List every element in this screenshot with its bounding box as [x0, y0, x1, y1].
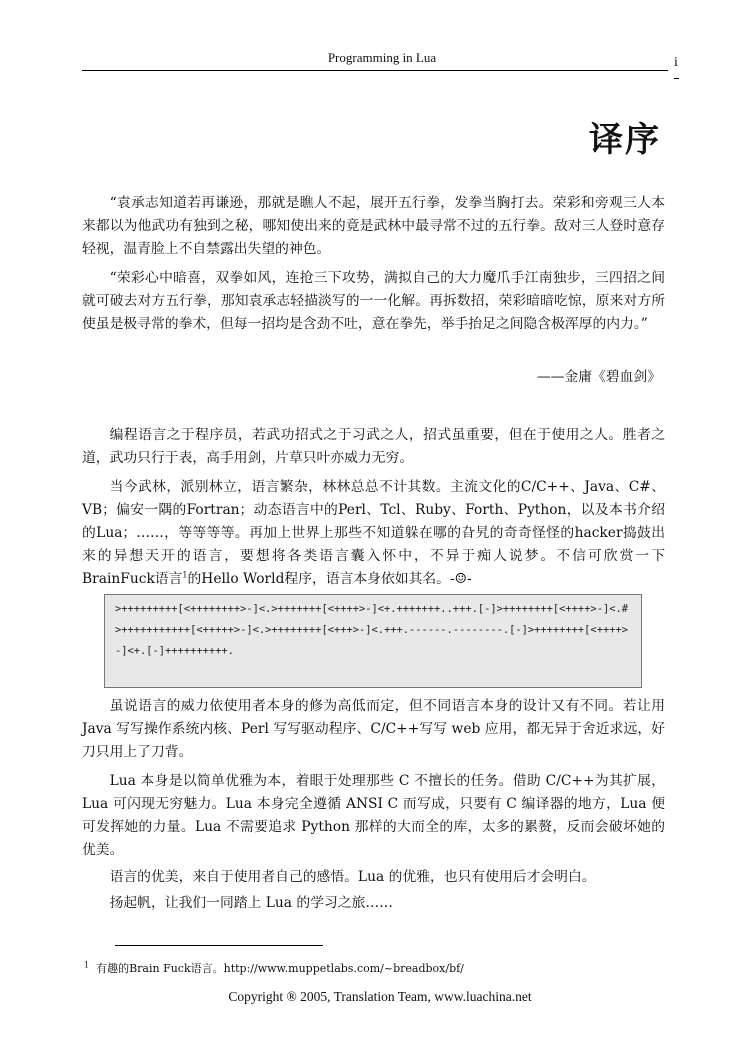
- body-paragraph-6: 扬起帆，让我们一同踏上 Lua 的学习之旅……: [109, 895, 393, 911]
- footnote-reference: 1: [182, 570, 188, 580]
- body-paragraph-2: [82, 476, 665, 591]
- footnote-rule: [115, 945, 323, 946]
- body-paragraph-1: 编程语言之于程序员，若武功招式之于习武之人，招式虽重要，但在于使用之人。胜者之道，武功只行于表，高手用剑，片草只叶亦威力无穷。: [82, 427, 665, 466]
- quote-paragraph-2: “荣彩心中暗喜，双拳如风，连抢三下攻势，满拟自己的大力魔爪手江南独步，三四招之间就可破去对方五行拳，那知袁承志轻描淡写的一一化解。再拆数招，荣彩暗暗吃惊，原来对方所使虽是极寻常的拳术，但每一招均是含劲不吐，意在拳先，举手抬足之间隐含极浑厚的内力。”: [82, 270, 665, 332]
- body-paragraph-2-text: 当今武林，派别林立，语言繁杂，林林总总不计其数。主流文化的C/C++、Java、C#、VB；偏安一隅的Fortran；动态语言中的Perl、Tcl、Ruby、Forth、Python，以及本书介绍的Lua；……，等等等等。再加上世界上那些不知道躲在哪的旮旯的奇奇怪怪的hacker捣鼓出来的异想天开的语言，要想将各类语言囊入怀中，不异于痴人说梦。不信可欣赏一下BrainFuck语言: [82, 479, 665, 587]
- chapter-title: 译序: [589, 120, 661, 160]
- copyright-footer: Copyright ® 2005, Translation Team, www.luachina.net: [228, 989, 532, 1004]
- quote-attribution: ——金庸《碧血剑》: [536, 369, 661, 385]
- running-header-title: Programming in Lua: [327, 50, 437, 65]
- brainfuck-code: >+++++++++[<++++++++>-]<.>+++++++[<++++>-]<+.+++++++..+++.[-]>++++++++[<++++>-]<.#>+++++++++++[<+++++>-]<.>++++++++[<+++>-]<.+++.------.--------.[-]>++++++++[<++++>-]<+.[-]++++++++++.: [115, 603, 628, 657]
- footnote: [84, 961, 464, 977]
- quote-paragraph-1: “袁承志知道若再谦逊，那就是瞧人不起，展开五行拳，发拳当胸打去。荣彩和旁观三人本来都以为他武功有独到之秘，哪知使出来的竟是武林中最寻常不过的五行拳。敌对三人登时意存轻视，温青脸上不自禁露出失望的神色。: [82, 195, 665, 257]
- header-rule: [82, 70, 668, 71]
- body-paragraph-3: 虽说语言的威力依使用者本身的修为高低而定，但不同语言本身的设计又有不同。若让用 Java 写写操作系统内核、Perl 写写驱动程序、C/C++写写 web 应用，都无异于舍近求远，好刀只用上了刀背。: [82, 698, 665, 760]
- footnote-marker: 1: [84, 960, 90, 970]
- page-number: i: [674, 55, 678, 70]
- page-number-rule: [674, 78, 679, 79]
- code-block: [104, 594, 642, 688]
- body-paragraph-4: Lua 本身是以简单优雅为本，着眼于处理那些 C 不擅长的任务。借助 C/C++为其扩展，Lua 可闪现无穷魅力。Lua 本身完全遵循 ANSI C 而写成，只要有 C 编译器的地方，Lua 便可发挥她的力量。Lua 不需要追求 Python 那样的大而全的库，太多的累赘，反而会破坏她的优美。: [82, 773, 665, 858]
- body-paragraph-2-tail: 的Hello World程序，语言本身依如其名。-☺-: [187, 571, 472, 587]
- footnote-text: 有趣的Brain Fuck语言。http://www.muppetlabs.com/~breadbox/bf/: [96, 962, 464, 975]
- body-paragraph-5: 语言的优美，来自于使用者自己的感悟。Lua 的优雅，也只有使用后才会明白。: [109, 869, 596, 885]
